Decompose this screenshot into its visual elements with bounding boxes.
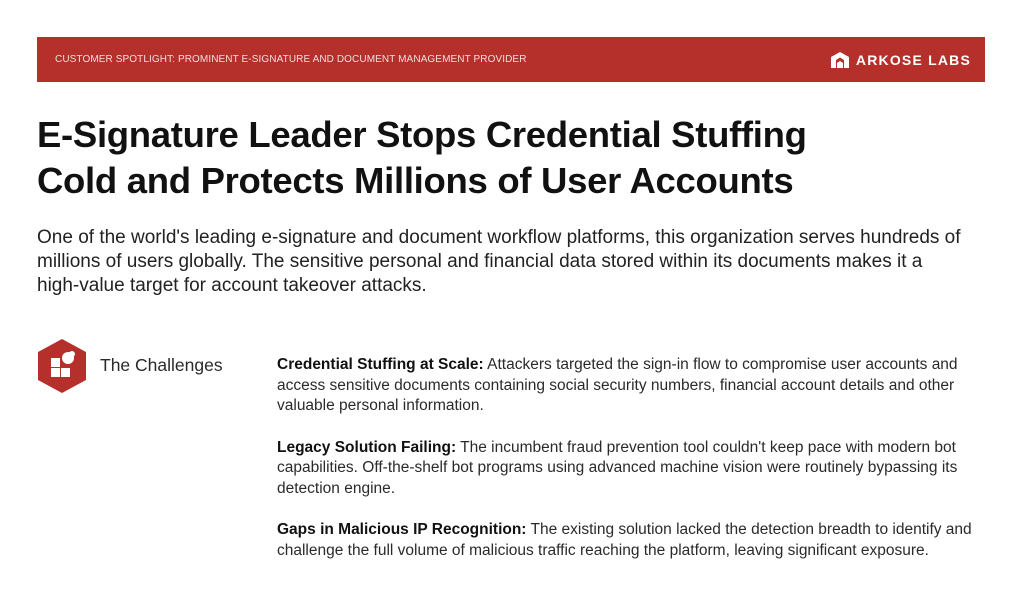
challenge-body: The existing solution lacked the detection breadth to identify and challenge the full volume of malicious traffic reaching the platform, leaving significant exposure. bbox=[277, 521, 972, 559]
banner-text: CUSTOMER SPOTLIGHT: PROMINENT E-SIGNATURE AND DOCUMENT MANAGEMENT PROVIDER bbox=[55, 54, 527, 65]
title-line-2: Cold and Protects Millions of User Accounts bbox=[37, 160, 794, 201]
challenge-item bbox=[277, 520, 977, 561]
intro-paragraph: One of the world's leading e-signature and document workflow platforms, this organization serves hundreds of millions of users globally. The sensitive personal and financial data stored within its documents makes it a high-value target for account takeover attacks. bbox=[37, 227, 961, 296]
challenges-list bbox=[277, 355, 977, 582]
page-title bbox=[37, 112, 977, 204]
challenge-body: The incumbent fraud prevention tool couldn't keep pace with modern bot capabilities. Off-the-shelf bot programs using advanced machine vision were routinely bypassing its detection engine. bbox=[277, 438, 958, 497]
arkose-logo-icon bbox=[830, 51, 850, 69]
challenge-item bbox=[277, 438, 977, 500]
spotlight-banner bbox=[37, 37, 985, 82]
challenge-body: Attackers targeted the sign-in flow to compromise user accounts and access sensitive documents containing social security numbers, financial account details and other valuable personal information. bbox=[277, 356, 958, 414]
puzzle-icon bbox=[36, 338, 88, 394]
challenge-heading: Legacy Solution Failing: bbox=[277, 438, 457, 456]
brand bbox=[830, 51, 971, 69]
challenge-heading: Gaps in Malicious IP Recognition: bbox=[277, 521, 527, 538]
brand-name: ARKOSE LABS bbox=[855, 51, 971, 68]
title-line-1: E-Signature Leader Stops Credential Stuffing bbox=[37, 114, 807, 155]
challenge-heading: Credential Stuffing at Scale: bbox=[277, 356, 484, 373]
challenge-item bbox=[277, 355, 977, 417]
challenges-heading: The Challenges bbox=[100, 355, 223, 375]
